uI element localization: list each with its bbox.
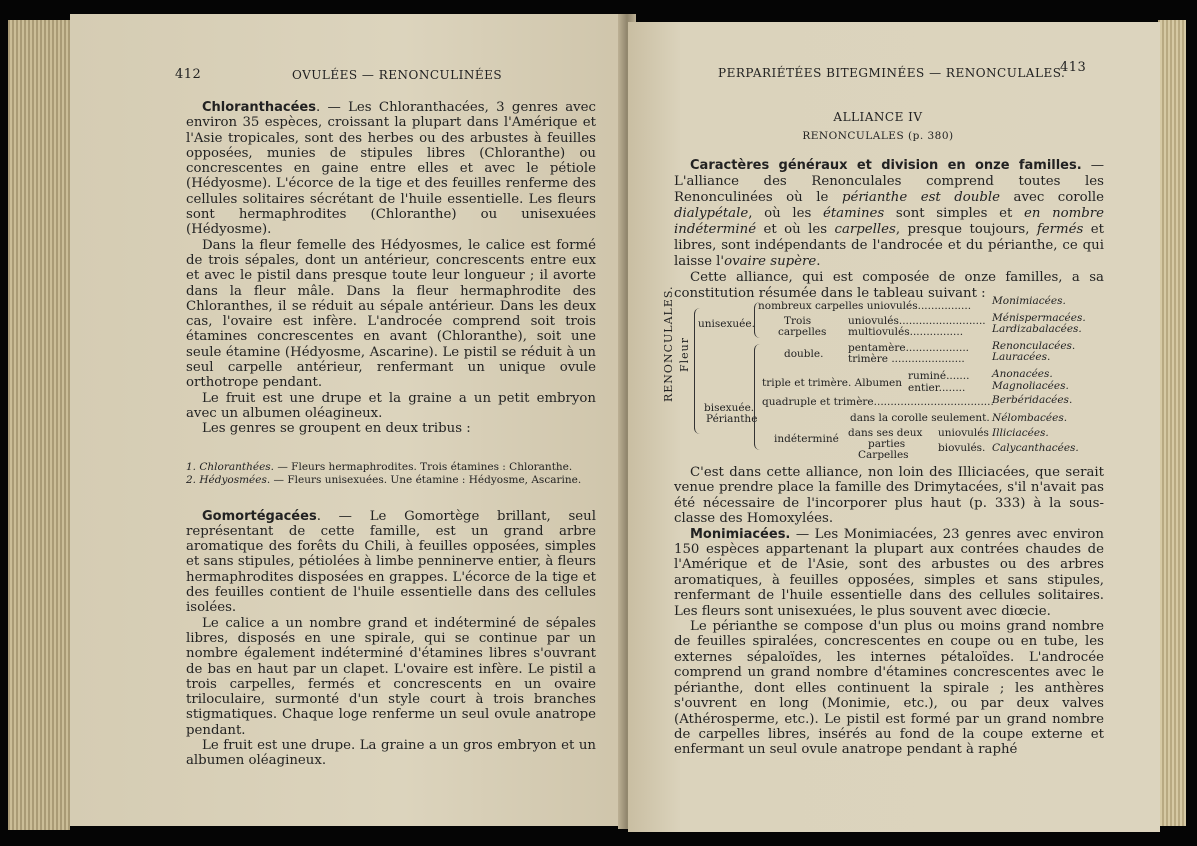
table-label: quadruple et trimère.................................... (762, 396, 994, 408)
table-label: unisexuée. (698, 318, 755, 330)
right-intro-column (674, 158, 1104, 302)
footnote: 1. Chloranthées. — Fleurs hermaphrodites. Trois étamines : Chloranthe. (186, 460, 573, 473)
right-page (628, 22, 1160, 832)
table-label: carpelles (778, 326, 827, 338)
table-side-label: Fleur (678, 336, 691, 372)
section-heading: Monimiacées. (690, 526, 791, 542)
table-label: triple et trimère. Albumen (762, 377, 903, 389)
paragraph: Le périanthe se compose d'un plus ou moins grand nombre de feuilles spiralées, concrescentes en coupe ou en tube, les externes sépaloïdes, les internes pétaloïdes. L'androcée comprend un grand nombre d'étamines concrescentes avec le périanthe, dont elles continuent la spirale ; les anthères s'ouvrent en long (Monimie, etc.), ou par deux valves (Athérosperme, etc.). Le pistil est formé par un grand nombre de carpelles libres, insérés au fond de la coupe externe et enfermant un seul ovule anatrope pendant à raphé (674, 619, 1104, 758)
alliance-subtitle: RENONCULALES (p. 380) (802, 130, 954, 142)
table-label: entier........ (908, 382, 966, 394)
section-heading: Caractères généraux et division en onze familles. (690, 158, 1082, 173)
paragraph: Caractères généraux et division en onze familles. — L'alliance des Renonculales comprend toutes les Renonculinées où le périanthe est double avec corolle dialypétale, où les étamines sont simples et en nombre indéterminé et où les carpelles, presque toujours, fermés et libres, sont indépendants de l'androcée et du périanthe, ce qui laisse l'ovaire supère. (674, 158, 1104, 269)
table-label: biovulés. (938, 442, 986, 454)
paragraph: Le fruit est une drupe. La graine a un gros embryon et un albumen oléagineux. (186, 737, 596, 769)
table-label: pentamère................... (848, 342, 969, 354)
family-name: Illiciacées. (992, 427, 1049, 439)
table-label: dans la corolle seulement. (850, 412, 990, 424)
paragraph: Le calice a un nombre grand et indéterminé de sépales libres, disposés en une spirale, qui se continue par un nombre également indéterminé d'étamines libres s'ouvrant de bas en haut par un clapet. L'ovaire est infère. Le pistil a trois carpelles, fermés et concrescents en un ovaire triloculaire, surmonté d'un style court à trois branches stigmatiques. Chaque loge renferme un seul ovule anatrope pendant. (186, 615, 596, 738)
family-name: Berbéridacées. (992, 394, 1073, 406)
table-label: nombreux carpelles uniovulés................ (758, 300, 972, 312)
table-label: indéterminé (774, 433, 839, 445)
family-name: Lauracées. (992, 351, 1051, 363)
family-name: Monimiacées. (992, 295, 1066, 307)
running-header: OVULÉES — RENONCULINÉES (292, 68, 503, 82)
table-label: dans ses deux (848, 427, 923, 439)
footnote: 2. Hédyosmées. — Fleurs unisexuées. Une étamine : Hédyosme, Ascarine. (186, 473, 582, 486)
table-label: Trois (784, 315, 812, 327)
table-label: ruminé....... (908, 370, 970, 382)
right-text-column (674, 465, 1104, 758)
family-name: Nélombacées. (992, 412, 1068, 424)
table-label: multiovulés................ (848, 326, 964, 338)
table-label: Périanthe (706, 413, 758, 425)
table-label: double. (784, 348, 824, 360)
section-heading: Chloranthacées (202, 100, 316, 115)
family-name: Anonacées. (992, 368, 1053, 380)
table-label: uniovulés (938, 427, 989, 439)
alliance-title: ALLIANCE IV (833, 110, 923, 124)
page-edges-right (1158, 20, 1186, 826)
paragraph: Monimiacées. — Les Monimiacées, 23 genres avec environ 150 espèces appartenant la plupart aux contrées chaudes de l'Amérique et de l'Asie, sont des arbustes ou des arbres aromatiques, à feuilles opposées, simples et sans stipules, renfermant de l'huile essentielle dans des cellules solitaires. Les fleurs sont unisexuées, le plus souvent avec diœcie. (674, 526, 1104, 619)
paragraph: Le fruit est une drupe et la graine a un petit embryon avec un albumen oléagineux. (186, 390, 596, 421)
page-number: 412 (175, 67, 202, 82)
section-heading: Gomortégacées (202, 508, 317, 524)
left-page (70, 14, 625, 826)
table-label: Carpelles (858, 449, 909, 461)
paragraph: Gomortégacées. — Le Gomortège brillant, seul représentant de cette famille, est un grand arbre aromatique des forêts du Chili, à feuilles opposées, simples et sans stipules, pétiolées à limbe penninerve entier, à fleurs hermaphrodites disposées en grappes. L'écorce de la tige et des feuilles contient de l'huile essentielle dans des cellules isolées. (186, 508, 596, 616)
table-label: uniovulés.......................... (848, 315, 986, 327)
paragraph: Chloranthacées. — Les Chloranthacées, 3 genres avec environ 35 espèces, croissant la plupart dans l'Amérique et l'Asie tropicales, sont des herbes ou des arbustes à feuilles opposées, munies de stipules libres (Chloranthe) ou concrescentes en gaine entre elles et avec le pétiole (Hédyosme). L'écorce de la tige et des feuilles renferme des cellules solitaires sécrétant de l'huile essentielle. Les fleurs sont hermaphrodites (Chloranthe) ou unisexuées (Hédyosme). (186, 100, 596, 238)
left-text-column (186, 100, 596, 769)
page-number: 413 (1060, 60, 1087, 75)
paragraph: Cette alliance, qui est composée de onze familles, a sa constitution résumée dans le tableau suivant : (674, 270, 1104, 301)
page-edges-left (8, 20, 70, 830)
brace (754, 344, 761, 450)
family-name: Lardizabalacées. (992, 323, 1082, 335)
family-name: Magnoliacées. (992, 380, 1069, 392)
paragraph: Les genres se groupent en deux tribus : (202, 421, 471, 437)
paragraph: C'est dans cette alliance, non loin des Illiciacées, que serait venue prendre place la famille des Drimytacées, s'il n'avait pas été nécessaire de l'incorporer plus haut (p. 333) à la sous-classe des Homoxylées. (674, 465, 1104, 527)
table-side-label: RENONCULALES. (662, 285, 675, 402)
running-header: PERPARIÉTÉES BITEGMINÉES — RENONCULALES. (718, 66, 1066, 80)
footnotes (186, 461, 596, 487)
family-name: Renonculacées. (992, 340, 1076, 352)
table-label: trimère ...................... (848, 353, 965, 365)
paragraph: Dans la fleur femelle des Hédyosmes, le calice est formé de trois sépales, dont un antérieur, concrescents entre eux et avec le pistil dans presque toute leur longueur ; il avorte dans la fleur mâle. Dans la fleur hermaphrodite des Chloranthes, il se réduit au sépale antérieur. Dans les deux cas, l'ovaire est infère. L'androcée comprend soit trois étamines concrescentes en avant (Chloranthe), soit une seule étamine (Hédyosme, Ascarine). Le pistil se réduit à un seul carpelle antérieur, renfermant un unique ovule orthotrope pendant. (186, 237, 596, 391)
table-label: parties (868, 438, 906, 450)
table-label: bisexuée. (704, 402, 755, 414)
family-name: Ménispermacées. (992, 312, 1086, 324)
family-name: Calycanthacées. (992, 442, 1079, 454)
